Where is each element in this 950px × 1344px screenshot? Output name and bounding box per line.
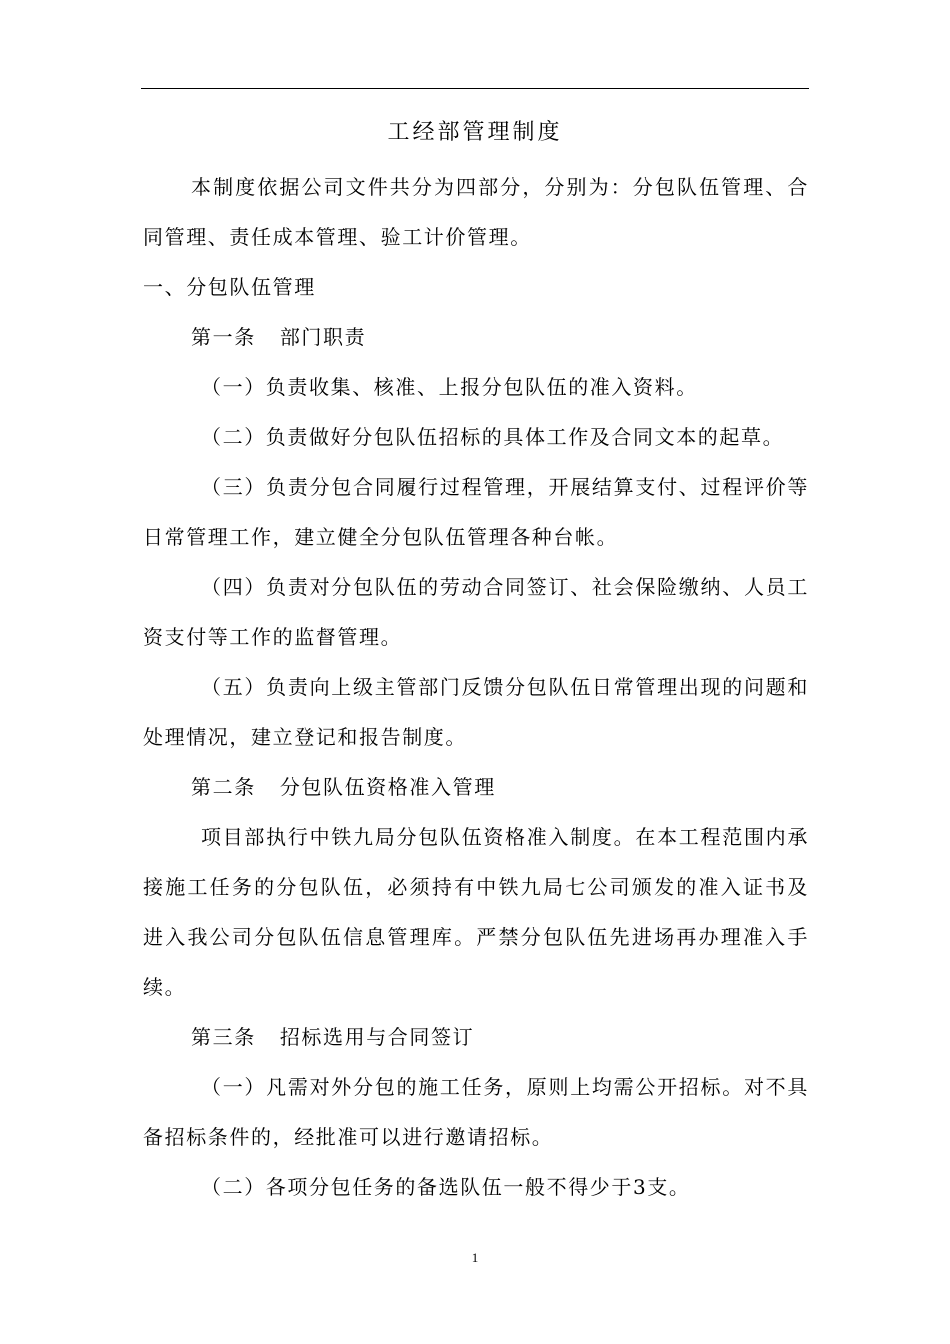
clause-paragraph: （二）各项分包任务的备选队伍一般不得少于3支。: [201, 1175, 691, 1199]
clause-paragraph: （二）负责做好分包队伍招标的具体工作及合同文本的起草。: [201, 425, 785, 449]
clause-paragraph: （一）凡需对外分包的施工任务，原则上均需公开招标。对不具备招标条件的，经批准可以进行邀请招标。: [143, 1075, 809, 1149]
document-title: 工经部管理制度: [387, 120, 563, 145]
clause-paragraph: （一）负责收集、核准、上报分包队伍的准入资料。: [201, 375, 698, 399]
article-title: 分包队伍资格准入管理: [279, 775, 496, 799]
article-heading: [143, 1012, 809, 1062]
section-heading: 一、分包队伍管理: [143, 275, 316, 299]
article-number: 第二条: [191, 775, 256, 799]
clause-paragraph: （三）负责分包合同履行过程管理，开展结算支付、过程评价等日常管理工作，建立健全分包队伍管理各种台帐。: [143, 475, 809, 549]
clause-paragraph: （四）负责对分包队伍的劳动合同签订、社会保险缴纳、人员工资支付等工作的监督管理。: [143, 575, 809, 649]
page-number: 1: [471, 1250, 479, 1265]
article-heading: [143, 762, 809, 812]
clause-paragraph: （五）负责向上级主管部门反馈分包队伍日常管理出现的问题和处理情况，建立登记和报告制度。: [143, 675, 809, 749]
article-title: 招标选用与合同签订: [279, 1025, 475, 1049]
header-rule: [141, 88, 809, 89]
article-number: 第一条: [191, 325, 256, 349]
document-body: [143, 162, 809, 1212]
article-paragraph: 项目部执行中铁九局分包队伍资格准入制度。在本工程范围内承接施工任务的分包队伍，必须持有中铁九局七公司颁发的准入证书及进入我公司分包队伍信息管理库。严禁分包队伍先进场再办理准入手续。: [143, 825, 809, 999]
article-number: 第三条: [191, 1025, 256, 1049]
intro-paragraph: 本制度依据公司文件共分为四部分，分别为：分包队伍管理、合同管理、责任成本管理、验工计价管理。: [143, 175, 809, 249]
article-heading: [143, 312, 809, 362]
article-title: 部门职责: [279, 325, 367, 349]
